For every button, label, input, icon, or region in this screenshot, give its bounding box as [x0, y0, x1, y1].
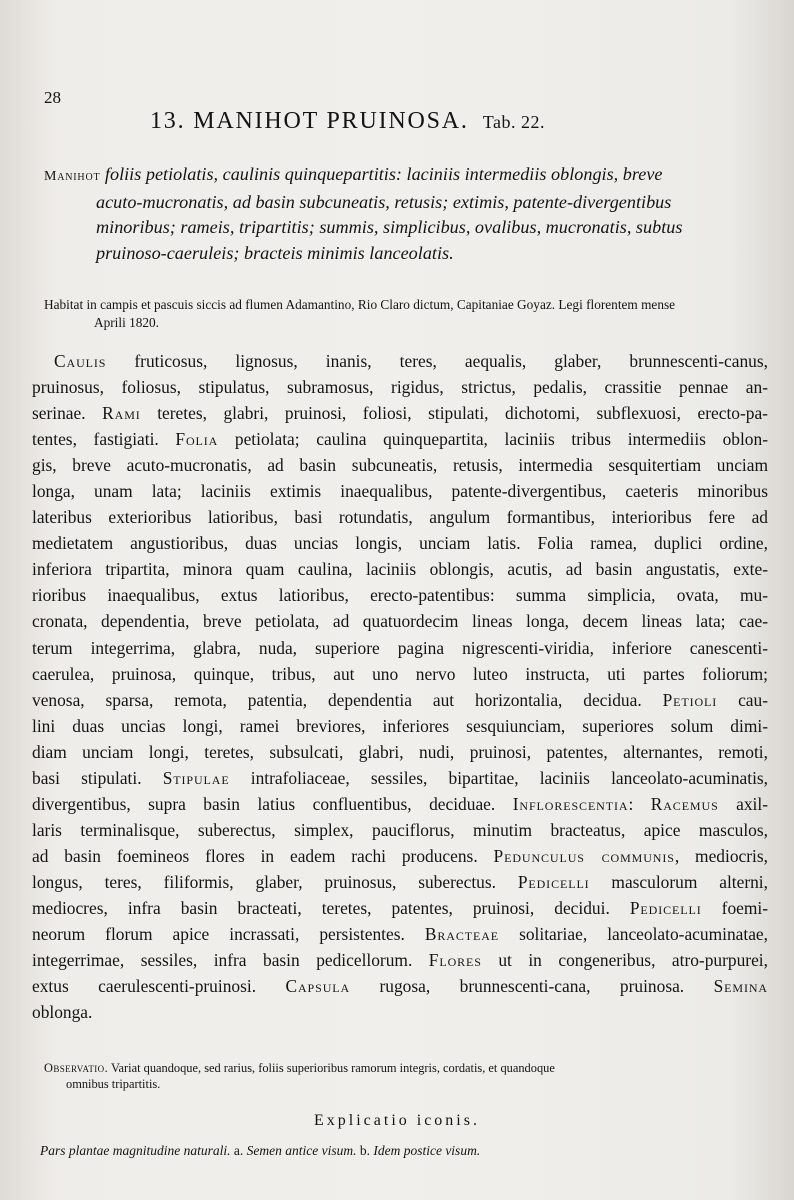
description-line: basi stipulati. Stipulae intrafoliaceae, sessiles, bipartitae, laciniis lanceolato-acuminatis,	[32, 767, 769, 788]
habitat-line: Habitat in campis et pascuis siccis ad flumen Adamantino, Rio Claro dictum, Capitaniae Goyaz. Legi florentem mense	[44, 297, 676, 312]
description-line: tentes, fastigiati. Folia petiolata; caulina quinquepartita, laciniis tribus intermediis oblon-	[32, 429, 768, 450]
observatio-note	[44, 1060, 764, 1092]
explicatio-line: Pars plantae magnitudine naturali. a. Semen antice visum. b. Idem postice visum.	[40, 1143, 481, 1158]
species-diagnosis	[44, 162, 764, 266]
term-rami: Rami	[102, 403, 141, 424]
description-line: divergentibus, supra basin latius confluentibus, deciduae. Inflorescentia: Racemus axil-	[32, 793, 768, 814]
term-petioli: Petioli	[662, 689, 718, 710]
term-semina: Semina	[713, 976, 768, 997]
description-line: venosa, sparsa, remota, patentia, dependentia aut horizontalia, decidua. Petioli cau-	[32, 689, 768, 710]
description-line: ad basin foemineos flores in eadem rachi producens. Pedunculus communis, mediocris,	[32, 845, 768, 866]
term-bracteae: Bracteae	[424, 924, 500, 945]
description-line: mediocres, infra basin bracteati, teretes, patentes, pruinosi, decidui. Pedicelli foemi-	[32, 897, 769, 918]
observatio-label: Observatio.	[44, 1061, 109, 1075]
diagnosis-line: acuto-mucronatis, ad basin subcuneatis, retusis; extimis, patente-divergentibus	[96, 191, 672, 212]
description-line: Caulis fruticosus, lignosus, inanis, teres, aequalis, glaber, brunnescenti-canus,	[54, 351, 768, 371]
diagnosis-line: minoribus; rameis, tripartitis; summis, simplicibus, ovalibus, mucronatis, subtus	[96, 217, 683, 237]
description-line: cronata, dependentia, breve petiolata, ad quatuordecim lineas longa, decem lineas lata; cae-	[32, 611, 768, 632]
description-paragraph	[32, 348, 768, 1025]
genus-name: Manihot	[44, 169, 101, 184]
description-line: caerulea, pruinosa, quinque, tribus, aut uno nervo luteo instructa, uti partes foliorum;	[32, 663, 768, 684]
description-line: pruinosus, foliosus, stipulatus, subramosus, rigidus, strictus, pedalis, crassitie pennae an-	[32, 377, 768, 398]
term-pedicelli: Pedicelli	[517, 871, 590, 892]
explicatio-text	[40, 1140, 760, 1162]
description-line: extus caerulescenti-pruinosi. Capsula rugosa, brunnescenti-cana, pruinosa. Semina	[32, 976, 768, 997]
description-line: rioribus inaequalibus, extus latioribus, erecto-patentibus: summa simplicia, ovata, mu-	[32, 585, 768, 606]
term-stipulae: Stipulae	[162, 767, 230, 788]
term-pedicelli: Pedicelli	[629, 897, 702, 918]
term-flores: Flores	[428, 950, 482, 971]
description-line: inferiora tripartita, minora quam caulina, laciniis oblongis, acutis, ad basin angustatis, exte-	[32, 559, 768, 580]
description-line: longus, teres, filiformis, glaber, pruinosus, suberectus. Pedicelli masculorum alterni,	[32, 871, 768, 892]
description-line: medietatem angustioribus, duas uncias longis, unciam latis. Folia ramea, duplici ordine,	[32, 533, 768, 554]
description-line: lateribus exterioribus latioribus, basi rotundatis, angulum formantibus, interioribus fere ad	[32, 507, 768, 528]
description-line: serinae. Rami teretes, glabri, pruinosi, foliosi, stipulati, dichotomi, subflexuosi, erecto-pa-	[32, 403, 768, 424]
species-title	[150, 108, 750, 135]
diagnosis-line: Manihot foliis petiolatis, caulinis quinquepartitis: laciniis intermediis oblongis, breve	[44, 164, 663, 184]
term-pedunculus: Pedunculus communis	[493, 845, 675, 866]
description-line: neorum florum apice incrassati, persistentes. Bracteae solitariae, lanceolato-acuminatae,	[32, 924, 768, 945]
term-racemus: Racemus	[650, 793, 719, 814]
plate-reference: Tab. 22.	[482, 112, 545, 132]
observatio-line: omnibus tripartitis.	[66, 1077, 161, 1091]
description-line: gis, breve acuto-mucronatis, ad basin subcuneatis, retusis, intermedia sesquitertiam unciam	[32, 455, 768, 476]
term-caulis: Caulis	[54, 351, 107, 371]
term-capsula: Capsula	[285, 976, 351, 997]
observatio-line: Observatio. Variat quandoque, sed rarius, foliis superioribus ramorum integris, cordatis, et quandoque	[44, 1061, 555, 1075]
description-line: integerrimae, sessiles, infra basin pedicellorum. Flores ut in congeneribus, atro-purpurei,	[32, 950, 768, 971]
page-number: 28	[44, 88, 61, 107]
term-inflorescentia: Inflorescentia	[512, 793, 629, 814]
species-title-text: 13. MANIHOT PRUINOSA.	[150, 108, 469, 134]
explicatio-heading: Explicatio iconis.	[314, 1112, 480, 1129]
description-line: laris terminalisque, suberectus, simplex, pauciflorus, minutim bracteatus, apice masculos,	[32, 819, 768, 840]
habitat-paragraph	[44, 296, 774, 332]
description-line: lini duas uncias longi, ramei breviores, inferiores sesquiunciam, superiores solum dimi-	[32, 715, 768, 736]
description-line: diam unciam longi, teretes, subsulcati, glabri, nudi, pruinosi, patentes, alternantes, remoti,	[32, 741, 768, 762]
description-line: terum integerrima, glabra, nuda, superiore pagina nigrescenti-viridia, inferiore canescenti-	[32, 637, 768, 658]
term-folia: Folia	[175, 429, 219, 450]
diagnosis-line: pruinoso-caeruleis; bracteis minimis lanceolatis.	[96, 242, 454, 263]
description-line: oblonga.	[32, 1002, 93, 1023]
description-line: longa, unam lata; laciniis extimis inaequalibus, patente-divergentibus, caeteris minoribus	[32, 481, 768, 502]
habitat-line: Aprili 1820.	[94, 315, 160, 330]
